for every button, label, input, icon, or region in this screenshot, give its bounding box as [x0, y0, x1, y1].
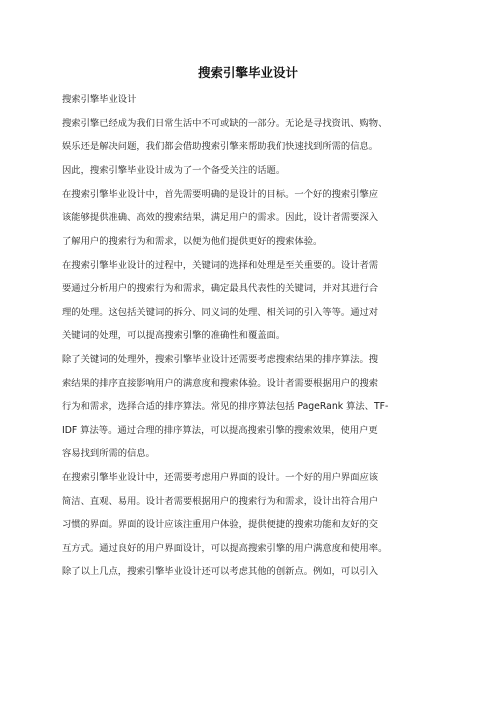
text-line: 简洁、直观、易用。设计者需要根据用户的搜索行为和需求，设计出符合用户 [62, 496, 379, 507]
text-line: 除了关键词的处理外，搜索引擎毕业设计还需要考虑搜索结果的排序算法。搜 [62, 354, 379, 365]
text-line: 在搜索引擎毕业设计中，还需要考虑用户界面的设计。一个好的用户界面应该 [62, 472, 379, 483]
text-line: 理的处理。这包括关键词的拆分、同义词的处理、相关词的引入等等。通过对 [62, 307, 379, 318]
text-line: 互方式。通过良好的用户界面设计，可以提高搜索引擎的用户满意度和使用率。 [62, 543, 388, 554]
text-line: IDF 算法等。通过合理的排序算法，可以提高搜索引擎的搜索效果，使用户更 [62, 425, 378, 436]
document-title: 搜索引擎毕业设计 [197, 65, 298, 80]
text-line: 该能够提供准确、高效的搜索结果，满足用户的需求。因此，设计者需要深入 [62, 212, 379, 223]
text-line: 除了以上几点，搜索引擎毕业设计还可以考虑其他的创新点。例如，可以引入 [62, 566, 379, 577]
text-line: 在搜索引擎毕业设计的过程中，关键词的选择和处理是至关重要的。设计者需 [62, 260, 379, 271]
text-line: 习惯的界面。界面的设计应该注重用户体验，提供便捷的搜索功能和友好的交 [62, 519, 379, 530]
text-line: 娱乐还是解决问题，我们都会借助搜索引擎来帮助我们快速找到所需的信息。 [62, 141, 379, 152]
text-line: 索结果的排序直接影响用户的满意度和搜索体验。设计者需要根据用户的搜索 [62, 378, 379, 389]
text-line: 行为和需求，选择合适的排序算法。常见的排序算法包括 PageRank 算法、TF- [62, 401, 389, 412]
text-line: 因此，搜索引擎毕业设计成为了一个备受关注的话题。 [62, 165, 286, 176]
document-subtitle: 搜索引擎毕业设计 [62, 94, 137, 105]
text-line: 了解用户的搜索行为和需求，以便为他们提供更好的搜索体验。 [62, 236, 323, 247]
text-line: 容易找到所需的信息。 [62, 448, 155, 459]
text-line: 要通过分析用户的搜索行为和需求，确定最具代表性的关键词，并对其进行合 [62, 283, 379, 294]
text-line: 关键词的处理，可以提高搜索引擎的准确性和覆盖面。 [62, 330, 286, 341]
text-line: 在搜索引擎毕业设计中，首先需要明确的是设计的目标。一个好的搜索引擎应 [62, 189, 379, 200]
text-line: 搜索引擎已经成为我们日常生活中不可或缺的一部分。无论是寻找资讯、购物、 [62, 118, 388, 129]
